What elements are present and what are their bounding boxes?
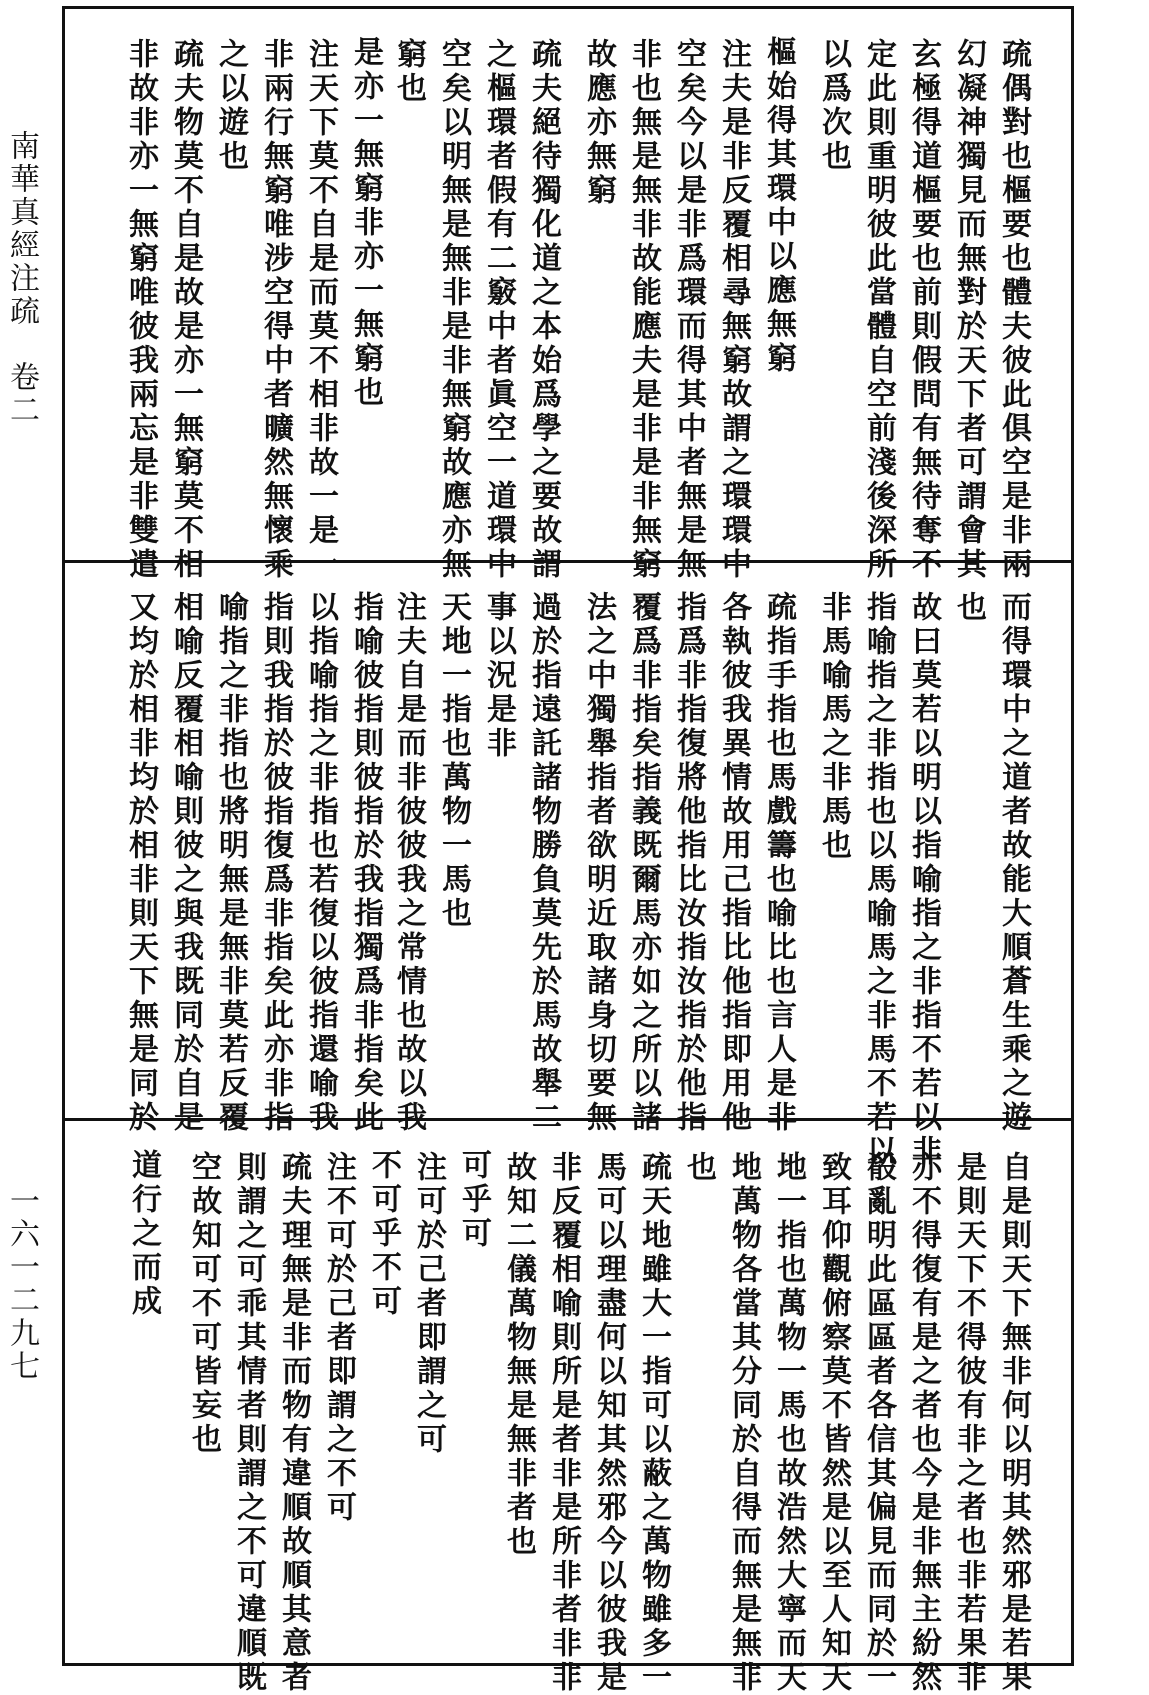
text-column: 疏指手指也馬戲籌也喻比也言人是非	[761, 591, 796, 1135]
text-column: 注夫自是而非彼彼我之常情也故以我	[391, 591, 426, 1135]
text-panel-bottom	[62, 1121, 1074, 1695]
text-column: 非也無是無非故能應夫是非是非無窮	[626, 38, 661, 582]
text-column: 故曰莫若以明以指喻指之非指不若以非	[906, 591, 941, 1169]
text-column: 可乎可	[456, 1149, 491, 1251]
text-column: 玄極得道樞要也前則假問有無待奪不	[906, 38, 941, 582]
page-number: 一六一二九七	[4, 1185, 39, 1383]
text-column: 天地一指也萬物一馬也	[436, 591, 471, 931]
text-column: 指爲非指復將他指比汝指汝指於他指	[671, 591, 706, 1135]
text-column: 非馬喻馬之非馬也	[816, 591, 851, 863]
text-column: 定此則重明彼此當體自空前淺後深所	[861, 38, 896, 582]
text-column: 法之中獨舉指者欲明近取諸身切要無	[581, 591, 616, 1135]
text-column: 樞始得其環中以應無窮	[761, 36, 796, 376]
book-title-margin: 南華真經注疏 卷二	[4, 130, 39, 427]
text-column: 故知二儀萬物無是無非者也	[501, 1151, 536, 1559]
text-column: 又均於相非均於相非則天下無是同於	[123, 591, 158, 1135]
text-column: 也	[951, 591, 986, 625]
text-column: 非反覆相喻則所是者非是所非者非非	[546, 1151, 581, 1695]
text-column: 而得環中之道者故能大順蒼生乘之遊	[996, 591, 1031, 1135]
text-column: 殽亂明此區區者各信其偏見而同於一	[861, 1151, 896, 1695]
text-column: 道行之而成	[126, 1149, 161, 1319]
text-column: 非兩行無窮唯涉空得中者曠然無懷乘	[258, 38, 293, 582]
text-column: 各執彼我異情故用己指比他指即用他	[716, 591, 751, 1135]
text-column: 指則我指於彼指復爲非指矣此亦非指	[258, 591, 293, 1135]
text-column: 以指喻指之非指也若復以彼指還喻我	[303, 591, 338, 1135]
text-panel-middle	[62, 563, 1074, 1169]
text-column: 疏夫絕待獨化道之本始爲學之要故謂	[526, 38, 561, 582]
text-column: 喻指之非指也將明無是無非莫若反覆	[213, 591, 248, 1135]
text-column: 空矣今以是非爲環而得其中者無是無	[671, 38, 706, 582]
text-column: 也	[681, 1151, 716, 1185]
text-column: 故應亦無窮	[581, 38, 616, 208]
text-column: 自是則天下無非何以明其然邪是若果	[996, 1151, 1031, 1695]
text-column: 疏夫理無是非而物有違順故順其意者	[276, 1151, 311, 1695]
text-column: 是則天下不得彼有非之者也非若果非	[951, 1151, 986, 1695]
text-column: 地萬物各當其分同於自得而無是無非	[726, 1151, 761, 1695]
text-column: 事以況是非	[481, 591, 516, 761]
text-column: 致耳仰觀俯察莫不皆然是以至人知天	[816, 1151, 851, 1695]
text-column: 注不可於己者即謂之不可	[321, 1151, 356, 1525]
text-column: 疏夫物莫不自是故是亦一無窮莫不相	[168, 38, 203, 582]
text-column: 過於指遠託諸物勝負莫先於馬故舉二	[526, 591, 561, 1135]
text-column: 指喻指之非指也以馬喻馬之非馬不若以	[861, 591, 896, 1169]
text-column: 以爲次也	[816, 38, 851, 174]
text-column: 非故非亦一無窮唯彼我兩忘是非雙遣	[123, 38, 158, 582]
text-column: 地一指也萬物一馬也故浩然大寧而天	[771, 1151, 806, 1695]
text-column: 是亦一無窮非亦一無窮也	[348, 36, 383, 410]
text-column: 馬可以理盡何以知其然邪今以彼我是	[591, 1151, 626, 1695]
text-column: 注可於己者即謂之可	[411, 1151, 446, 1457]
text-column: 指喻彼指則彼指於我指獨爲非指矣此	[348, 591, 383, 1135]
text-column: 之樞環者假有二竅中者眞空一道環中	[481, 38, 516, 582]
text-column: 空矣以明無是無非是非無窮故應亦無	[436, 38, 471, 582]
text-column: 之以遊也	[213, 38, 248, 174]
text-column: 注天下莫不自是而莫不相非故一是一	[303, 38, 338, 582]
text-column: 疏天地雖大一指可以蔽之萬物雖多一	[636, 1151, 671, 1695]
text-column: 疏偶對也樞要也體夫彼此俱空是非兩	[996, 38, 1031, 582]
text-column: 不可乎不可	[366, 1149, 401, 1319]
text-column: 相喻反覆相喻則彼之與我既同於自是	[168, 591, 203, 1135]
text-panel-top	[62, 8, 1074, 582]
text-column: 覆爲非指矣指義既爾馬亦如之所以諸	[626, 591, 661, 1135]
text-column: 幻凝神獨見而無對於天下者可謂會其	[951, 38, 986, 582]
text-column: 空故知可不可皆妄也	[186, 1151, 221, 1457]
text-column: 則謂之可乖其情者則謂之不可違順既	[231, 1151, 266, 1695]
text-column: 注夫是非反覆相尋無窮故謂之環環中	[716, 38, 751, 582]
text-column: 窮也	[391, 38, 426, 106]
text-column: 亦不得復有是之者也今是非無主紛然	[906, 1151, 941, 1695]
